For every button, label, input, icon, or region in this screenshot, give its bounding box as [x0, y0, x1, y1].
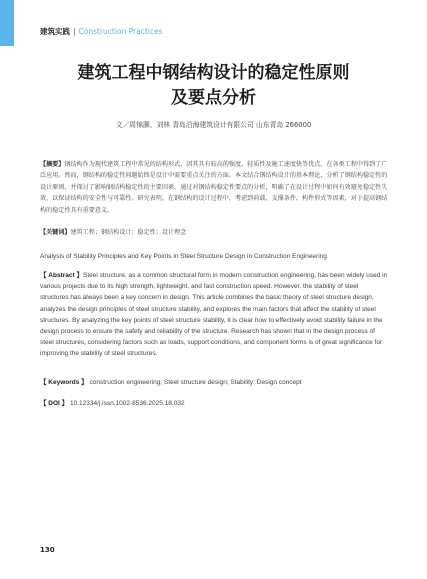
article-title-line2: 及要点分析 — [171, 88, 256, 108]
abstract-cn-label: 【摘要】 — [40, 161, 65, 168]
author-affiliation: 文／周锦灏、刘林 青岛沿海建筑设计有限公司 山东青岛 266000 — [115, 121, 312, 129]
section-header — [40, 27, 163, 37]
category-en: Construction Practices — [78, 27, 163, 36]
accent-bar — [0, 0, 14, 46]
category-cn: 建筑实践 — [40, 27, 70, 36]
doi-label: 【 DOI 】 — [40, 400, 69, 407]
abstract-en — [40, 270, 388, 360]
page-number: 130 — [40, 546, 55, 554]
keywords-en-text: construction engineering; Steel structure design; Stability; Design concept — [89, 379, 302, 386]
abstract-en-label: 【 Abstract 】 — [40, 272, 83, 279]
keywords-en — [40, 377, 388, 388]
english-title: Analysis of Stability Principles and Key Points in Steel Structure Design in Construction Engineering — [40, 253, 327, 260]
abstract-cn-text: 钢结构作为现代建筑工程中常见的结构形式，因其具有较高的强度、轻质性及施工速度快等优点，在各类工程中得到了广泛应用。然而，钢结构的稳定性问题始终是设计中需要重点关注的方面。本文结合钢结构设计的基本理论，分析了钢结构稳定性的设计原则，并探讨了影响钢结构稳定性的主要因素，通过对钢结构稳定性要点的分析，明确了在设计过程中如何有效避免稳定性失效，以保证结构的安全性与可靠性。研究表明，在钢结构的设计过程中，考虑到荷载、支撑条件、构件形式等因素，对于提高钢结构的稳定性具有重要意义。 — [40, 161, 388, 214]
article-title-line1: 建筑工程中钢结构设计的稳定性原则 — [77, 63, 350, 83]
keywords-cn-label: 【关键词】 — [40, 229, 71, 236]
doi — [40, 398, 388, 409]
keywords-cn-text: 建筑工程；钢结构设计；稳定性；设计理念 — [70, 229, 187, 236]
doi-text: 10.12334/j.issn.1002-8536.2025.18.032 — [69, 400, 185, 407]
keywords-en-label: 【 Keywords 】 — [40, 379, 88, 386]
abstract-en-text: Steel structure, as a common structural form in modern construction engineering, has been widely used in various projects due to its high strength, lightweight, and fast construction speed. However, the stability of steel structures has always been a key concern in design. This article combines the basic theory of steel structure design, analyzes the design principles of steel structure stability, and explores the main factors that affect the stability of steel structures. By analyzing the key points of steel structure stability, it is clear how to effectively avoid stability failure in the design process to ensure the safety and reliability of the structure. Research has shown that in the design process of steel structures, considering factors such as loads, support conditions, and component forms is of great significance for improving the stability of steel structures. — [40, 272, 388, 358]
header-separator: | — [73, 27, 76, 36]
keywords-cn — [40, 227, 388, 238]
abstract-cn — [40, 159, 388, 216]
